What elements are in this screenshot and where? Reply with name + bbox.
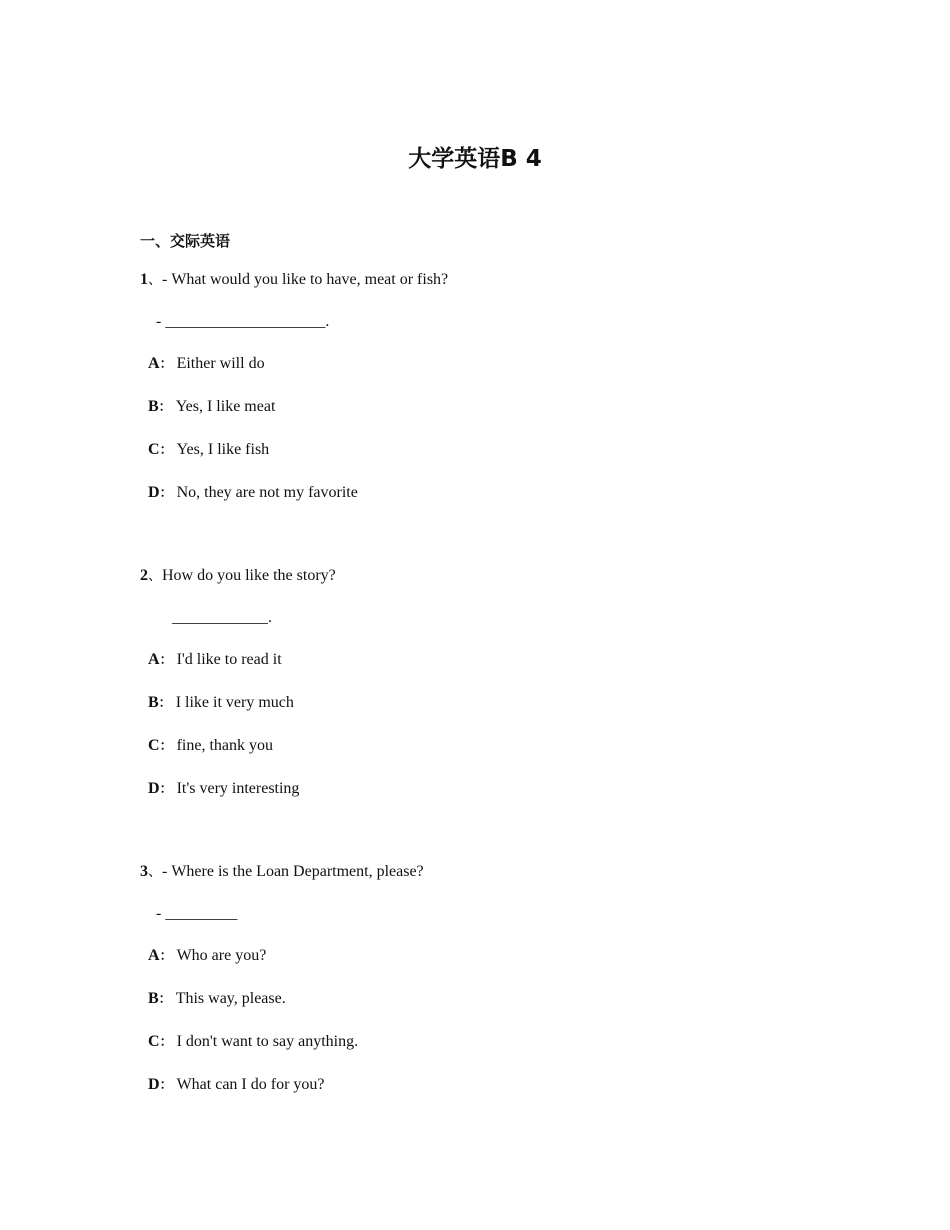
- question-2-option-d: [148, 779, 299, 800]
- question-prompt: How do you like the story?: [162, 567, 336, 584]
- question-3-option-a: [148, 946, 266, 967]
- question-1-option-a: [148, 354, 265, 375]
- question-1-option-c: [148, 440, 269, 461]
- question-2-prompt-line: [140, 566, 336, 586]
- option-letter: B: [148, 694, 159, 711]
- question-3-option-d: [148, 1075, 325, 1096]
- option-colon: ：: [159, 1078, 173, 1093]
- question-number: 3: [140, 863, 148, 880]
- question-3-prompt-line: [140, 862, 424, 882]
- question-1-prompt-line: [140, 270, 448, 290]
- option-colon: ：: [158, 992, 172, 1007]
- option-letter: C: [148, 737, 160, 754]
- question-2-option-a: [148, 650, 282, 671]
- option-letter: A: [148, 651, 160, 668]
- option-letter: D: [148, 780, 160, 797]
- option-text: It's very interesting: [176, 780, 300, 797]
- option-letter: A: [148, 947, 160, 964]
- option-text: Yes, I like meat: [175, 398, 276, 415]
- question-2-option-b: [148, 693, 294, 714]
- question-1-option-d: [148, 483, 358, 504]
- option-colon: ：: [158, 696, 172, 711]
- option-colon: ：: [159, 443, 173, 458]
- option-text: I don't want to say anything.: [176, 1033, 359, 1050]
- option-letter: B: [148, 990, 159, 1007]
- question-number: 1: [140, 271, 148, 288]
- question-separator: 、: [148, 568, 162, 584]
- question-3-option-c: [148, 1032, 358, 1053]
- option-text: Yes, I like fish: [176, 441, 270, 458]
- option-text: I'd like to read it: [176, 651, 282, 668]
- option-letter: C: [148, 1033, 160, 1050]
- question-3-answer-blank: - _________: [156, 905, 238, 922]
- option-colon: ：: [159, 486, 173, 501]
- option-colon: ：: [159, 782, 173, 797]
- option-colon: ：: [159, 949, 173, 964]
- option-text: Either will do: [176, 355, 265, 372]
- question-1-answer-blank: - ____________________.: [156, 313, 330, 330]
- option-letter: D: [148, 484, 160, 501]
- option-text: No, they are not my favorite: [176, 484, 358, 501]
- option-text: fine, thank you: [176, 737, 273, 754]
- option-letter: D: [148, 1076, 160, 1093]
- option-letter: A: [148, 355, 160, 372]
- option-colon: ：: [158, 400, 172, 415]
- question-separator: 、: [148, 272, 162, 288]
- question-separator: 、: [148, 864, 162, 880]
- question-3-option-b: [148, 989, 286, 1010]
- option-text: Who are you?: [176, 947, 267, 964]
- document-title: 大学英语B 4: [408, 146, 542, 172]
- question-number: 2: [140, 567, 148, 584]
- question-prompt: - Where is the Loan Department, please?: [162, 863, 424, 880]
- option-text: I like it very much: [175, 694, 294, 711]
- section-heading: 一、交际英语: [140, 232, 231, 250]
- option-colon: ：: [159, 1035, 173, 1050]
- option-letter: B: [148, 398, 159, 415]
- question-2-answer-blank: ____________.: [172, 609, 272, 626]
- question-prompt: - What would you like to have, meat or fish?: [162, 271, 449, 288]
- option-letter: C: [148, 441, 160, 458]
- question-2-option-c: [148, 736, 273, 757]
- question-1-option-b: [148, 397, 275, 418]
- option-colon: ：: [159, 357, 173, 372]
- option-colon: ：: [159, 653, 173, 668]
- option-text: This way, please.: [175, 990, 286, 1007]
- option-colon: ：: [159, 739, 173, 754]
- option-text: What can I do for you?: [176, 1076, 325, 1093]
